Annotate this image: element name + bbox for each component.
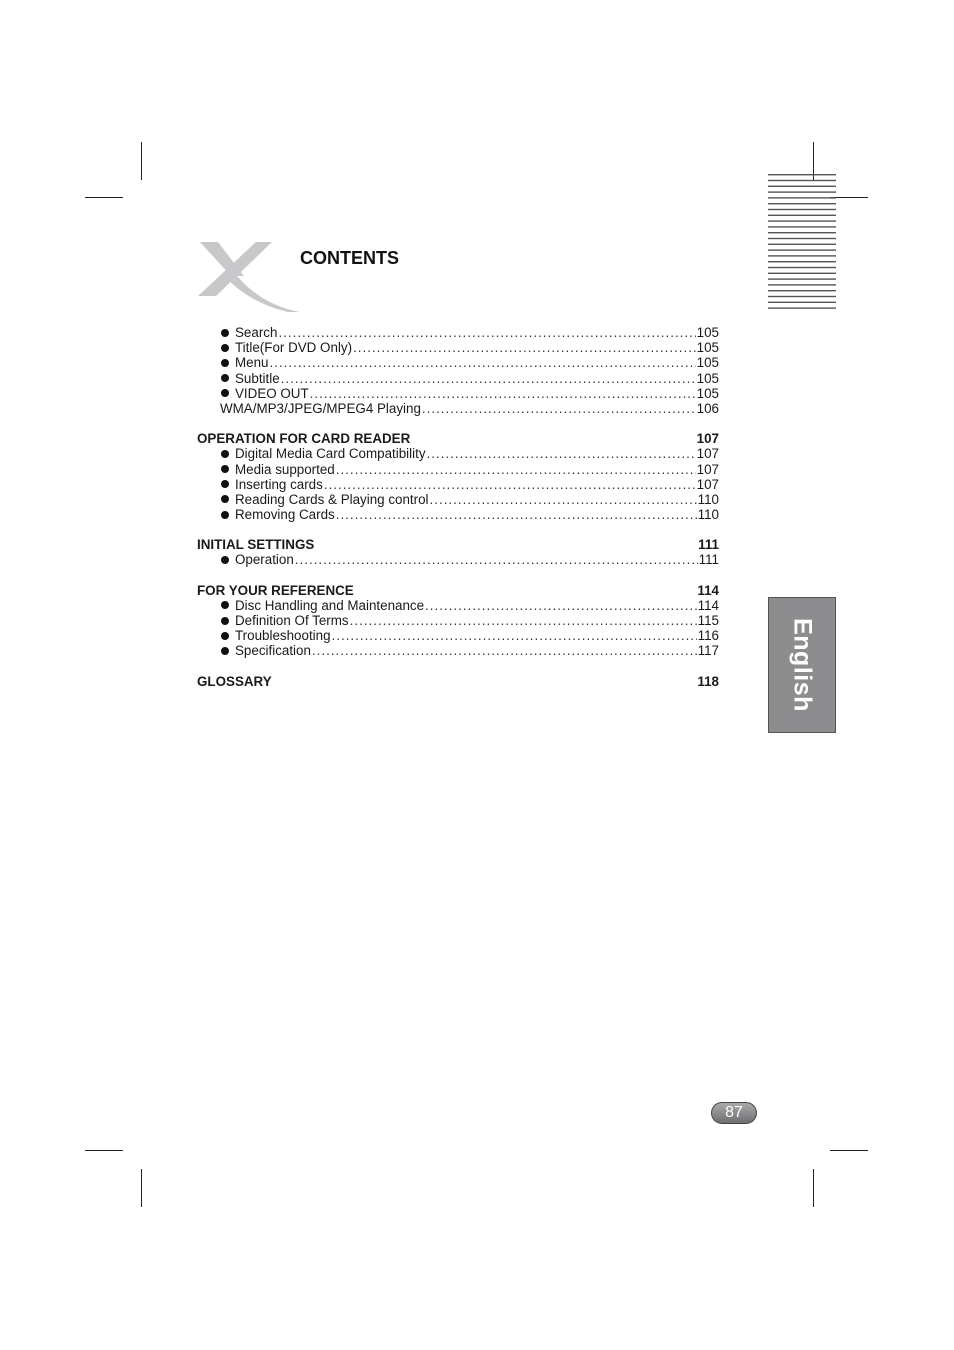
stripe-line [768, 203, 836, 204]
bullet-icon [221, 556, 229, 564]
bullet-icon [221, 632, 229, 640]
toc-label: Removing Cards [235, 507, 335, 523]
dot-leader [350, 613, 697, 628]
crop-mark [141, 142, 142, 180]
language-tab-label: English [788, 618, 817, 712]
stripe-line [768, 220, 836, 221]
toc-entry-row [197, 507, 719, 522]
bullet-icon [221, 450, 229, 458]
dot-leader [295, 552, 698, 567]
toc-entry-row [197, 386, 719, 401]
stripe-line [768, 296, 836, 297]
brand-logo-x [196, 240, 302, 314]
toc-entry-row [197, 371, 719, 386]
toc-label: Troubleshooting [235, 628, 331, 644]
toc-entry-row [197, 340, 719, 355]
toc-page-number: 114 [697, 582, 719, 598]
toc-page-number: 107 [696, 431, 719, 447]
toc-spacer [197, 522, 719, 537]
toc-page-number: 105 [696, 385, 719, 401]
toc-label: Operation [235, 552, 294, 568]
toc-page-number: 107 [696, 461, 719, 477]
dot-leader [281, 371, 696, 386]
toc-label: Search [235, 325, 278, 340]
toc-page-number: 105 [696, 325, 719, 340]
toc-label: INITIAL SETTINGS [197, 537, 315, 553]
stripe-line [768, 174, 836, 175]
dot-leader [312, 643, 697, 658]
toc-page-number: 110 [697, 491, 719, 507]
crop-mark [830, 1150, 868, 1151]
dot-leader [422, 401, 696, 416]
dot-leader [324, 477, 696, 492]
toc-page-number: 111 [698, 537, 719, 553]
stripe-line [768, 244, 836, 245]
toc-section-row [197, 431, 719, 446]
bullet-icon [221, 617, 229, 625]
bullet-icon [221, 480, 229, 488]
dot-leader [270, 355, 696, 370]
toc-spacer [197, 568, 719, 583]
toc-page-number: 105 [696, 355, 719, 371]
stripe-line [768, 180, 836, 181]
toc-page-number: 106 [696, 400, 719, 416]
crop-mark [813, 1169, 814, 1207]
toc-section-row [197, 583, 719, 598]
bullet-icon [221, 374, 229, 382]
stripe-line [768, 278, 836, 279]
toc-entry-row [197, 477, 719, 492]
toc-page-number: 115 [697, 613, 719, 628]
bullet-icon [221, 329, 229, 337]
toc-label: Title(For DVD Only) [235, 340, 353, 356]
toc-entry-row [197, 462, 719, 477]
toc-section-row [197, 537, 719, 552]
stripe-line [768, 209, 836, 210]
decorative-stripes [768, 174, 836, 312]
dot-leader [278, 325, 695, 340]
toc-label: Definition Of Terms [235, 613, 349, 628]
stripe-line [768, 249, 836, 250]
toc-label: Specification [235, 643, 311, 659]
dot-leader [427, 446, 696, 461]
dot-leader [425, 598, 697, 613]
dot-leader [353, 340, 696, 355]
toc-page-number: 105 [696, 370, 719, 386]
stripe-line [768, 232, 836, 233]
toc-page-number: 116 [697, 628, 719, 644]
toc-label: GLOSSARY [197, 673, 272, 689]
toc-entry-row [197, 628, 719, 643]
toc-label: FOR YOUR REFERENCE [197, 582, 354, 598]
dot-leader [430, 492, 697, 507]
toc-label: Media supported [235, 461, 335, 477]
toc-page-number: 110 [697, 507, 719, 523]
bullet-icon [221, 359, 229, 367]
toc-label: VIDEO OUT [235, 385, 309, 401]
toc-spacer [197, 416, 719, 431]
dot-leader [332, 628, 697, 643]
stripe-line [768, 191, 836, 192]
dot-leader [336, 507, 697, 522]
toc-entry-row [197, 355, 719, 370]
toc-page-number: 107 [696, 446, 719, 462]
toc-page-number: 105 [696, 340, 719, 356]
stripe-line [768, 226, 836, 227]
toc-label: Digital Media Card Compatibility [235, 446, 426, 462]
bullet-icon [221, 344, 229, 352]
toc-entry-row [197, 325, 719, 340]
page-number-badge: 87 [711, 1102, 757, 1124]
crop-mark [141, 1169, 142, 1207]
bullet-icon [221, 389, 229, 397]
toc-entry-row [197, 598, 719, 613]
toc-entry-row [197, 613, 719, 628]
toc-label: Menu [235, 355, 269, 371]
stripe-line [768, 215, 836, 216]
toc-section-row [197, 674, 719, 689]
toc-label: Inserting cards [235, 476, 323, 492]
toc-label: Disc Handling and Maintenance [235, 597, 425, 613]
toc-entry-row [197, 401, 719, 416]
dot-leader [310, 386, 696, 401]
bullet-icon [221, 601, 229, 609]
toc-page-number: 114 [697, 597, 719, 613]
toc-label: Subtitle [235, 370, 280, 386]
toc-label: WMA/MP3/JPEG/MPEG4 Playing [220, 400, 421, 416]
toc-entry-row [197, 552, 719, 567]
toc-entry-row [197, 492, 719, 507]
stripe-line [768, 273, 836, 274]
stripe-line [768, 261, 836, 262]
bullet-icon [221, 647, 229, 655]
toc-page-number: 117 [697, 643, 719, 659]
stripe-line [768, 186, 836, 187]
toc-spacer [197, 659, 719, 674]
stripe-line [768, 238, 836, 239]
stripe-line [768, 284, 836, 285]
stripe-line [768, 267, 836, 268]
table-of-contents [197, 325, 719, 689]
toc-entry-row [197, 643, 719, 658]
crop-mark [85, 197, 123, 198]
dot-leader [336, 462, 696, 477]
toc-page-number: 118 [697, 673, 719, 689]
bullet-icon [221, 465, 229, 473]
toc-page-number: 107 [696, 476, 719, 492]
toc-entry-row [197, 446, 719, 461]
stripe-line [768, 290, 836, 291]
bullet-icon [221, 495, 229, 503]
stripe-line [768, 307, 836, 308]
stripe-line [768, 302, 836, 303]
toc-page-number: 111 [698, 552, 719, 568]
stripe-line [768, 255, 836, 256]
stripe-line [768, 197, 836, 198]
crop-mark [85, 1150, 123, 1151]
toc-label: Reading Cards & Playing control [235, 491, 429, 507]
toc-label: OPERATION FOR CARD READER [197, 431, 411, 447]
bullet-icon [221, 511, 229, 519]
language-tab [768, 597, 836, 733]
page-title: CONTENTS [300, 248, 399, 268]
